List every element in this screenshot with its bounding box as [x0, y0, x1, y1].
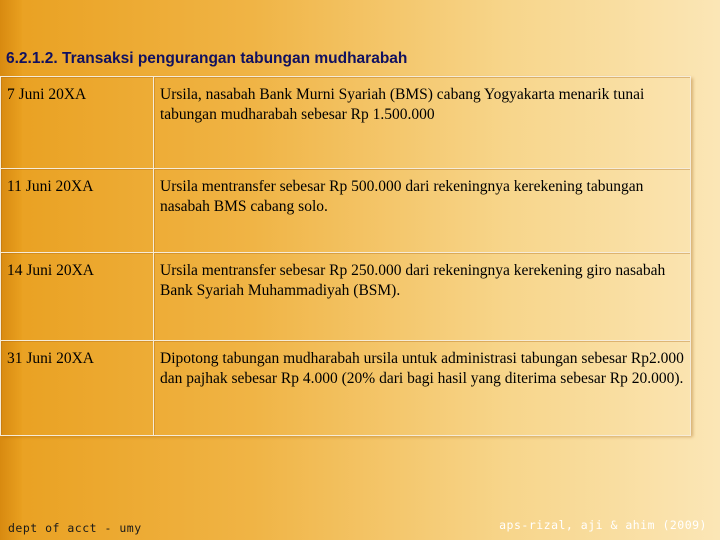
date-cell: 11 Juni 20XA	[1, 169, 154, 253]
transactions-table	[0, 76, 691, 435]
description-cell: Ursila, nasabah Bank Murni Syariah (BMS) cabang Yogyakarta menarik tunai tabungan mudharabah sebesar Rp 1.500.000	[154, 77, 691, 169]
table-row	[1, 341, 691, 436]
date-cell: 14 Juni 20XA	[1, 253, 154, 341]
date-cell: 31 Juni 20XA	[1, 341, 154, 436]
footer-authors: aps-rizal, aji & ahim (2009)	[499, 518, 707, 532]
description-cell: Ursila mentransfer sebesar Rp 250.000 dari rekeningnya kerekening giro nasabah Bank Syariah Muhammadiyah (BSM).	[154, 253, 691, 341]
description-cell: Ursila mentransfer sebesar Rp 500.000 dari rekeningnya kerekening tabungan nasabah BMS cabang solo.	[154, 169, 691, 253]
slide-title: 6.2.1.2. Transaksi pengurangan tabungan mudharabah	[6, 50, 408, 67]
footer-department: dept of acct - umy	[8, 521, 142, 535]
table-row	[1, 253, 691, 341]
table-row	[1, 169, 691, 253]
date-cell: 7 Juni 20XA	[1, 77, 154, 169]
description-cell: Dipotong tabungan mudharabah ursila untuk administrasi tabungan sebesar Rp2.000 dan pajhak sebesar Rp 4.000 (20% dari bagi hasil yang diterima sebesar Rp 20.000).	[154, 341, 691, 436]
table-row	[1, 77, 691, 169]
